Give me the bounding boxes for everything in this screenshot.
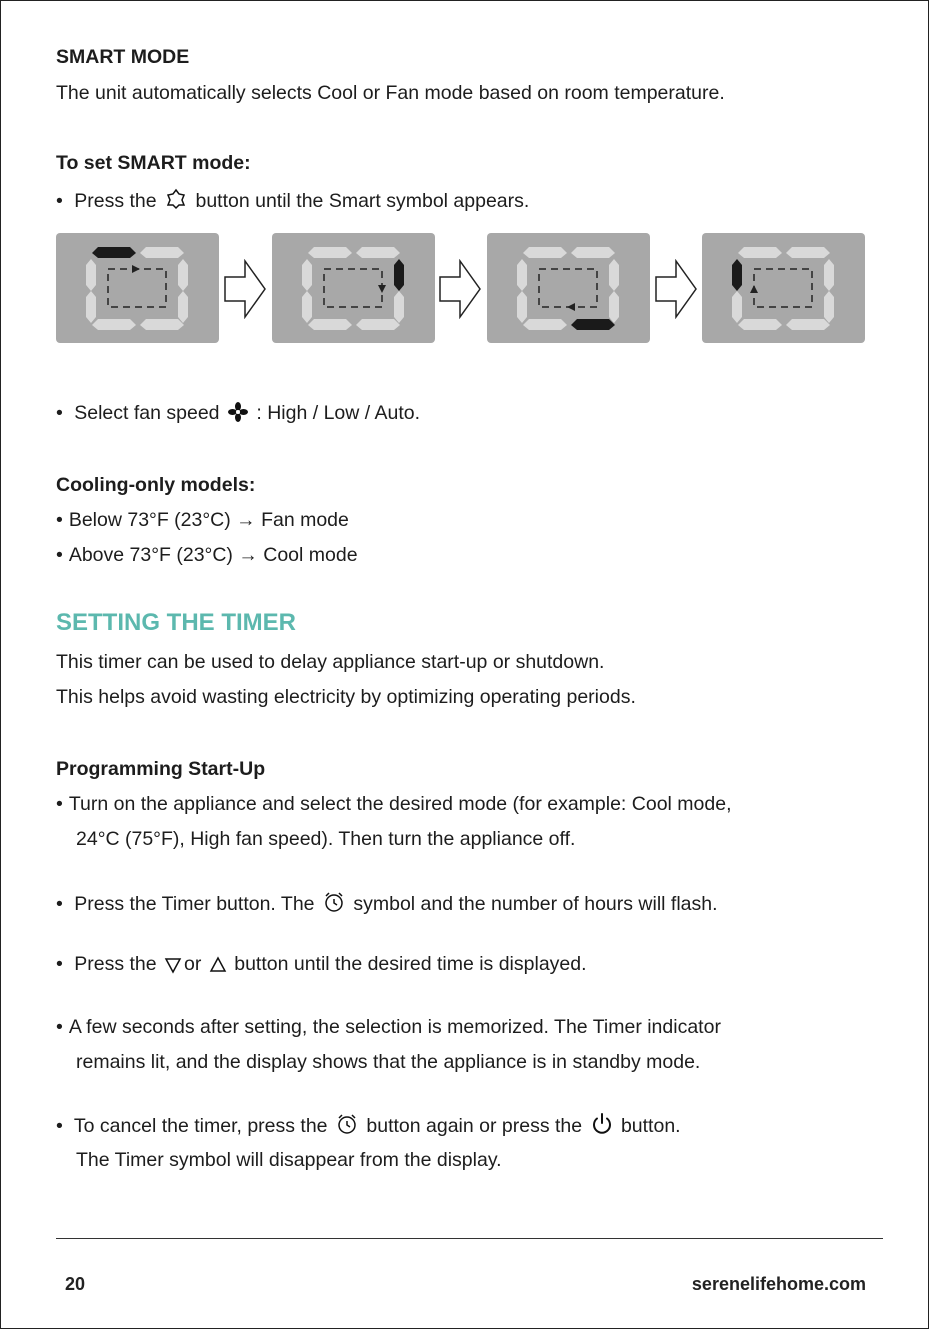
bullet-4-line-2: remains lit, and the display shows that the appliance is in standby mode. [76, 1051, 701, 1073]
smart-mode-description: The unit automatically selects Cool or Fan mode based on room temperature. [56, 82, 725, 104]
press-prefix: Press the [74, 190, 157, 212]
display-segment [738, 319, 782, 330]
display-segment [86, 259, 96, 291]
display-segment [178, 259, 188, 291]
press-smart-bullet [56, 187, 529, 217]
smart-cycle-path [108, 269, 166, 307]
display-segment [92, 319, 136, 330]
below-text: Below 73°F (23°C) → Fan mode [68, 509, 349, 531]
down-triangle-icon [164, 956, 182, 980]
up-triangle-icon [209, 956, 227, 980]
smart-cycle-path [539, 269, 597, 307]
display-segment [86, 291, 96, 323]
display-segment [356, 319, 400, 330]
smart-display-panel [702, 233, 865, 343]
cycle-arrow [567, 303, 575, 311]
display-segment [609, 259, 619, 291]
bullet-5-mid: button again or press the [366, 1115, 583, 1137]
display-segment [356, 247, 400, 258]
display-segment [140, 247, 184, 258]
programming-heading: Programming Start-Up [56, 758, 266, 780]
bullet-1 [56, 792, 732, 816]
sequence-arrow-icon [654, 259, 698, 324]
sequence-arrow-icon [438, 259, 482, 324]
above-text: Above 73°F (23°C) → Cool mode [68, 544, 358, 566]
display-segment [302, 259, 312, 291]
smart-display-panel [56, 233, 219, 343]
bullet-5-suffix: button. [620, 1115, 681, 1137]
display-segment [308, 319, 352, 330]
display-segment [824, 291, 834, 323]
bullet-2-prefix: Press the Timer button. The [74, 893, 315, 915]
bullet-1-line-1: Turn on the appliance and select the desired mode (for example: Cool mode, [68, 793, 732, 815]
fan-prefix: Select fan speed [74, 402, 220, 424]
display-segment [786, 319, 830, 330]
display-segment [523, 319, 567, 330]
cooling-only-heading: Cooling-only models: [56, 474, 256, 496]
display-segment [571, 319, 615, 330]
footer-rule [56, 1238, 883, 1239]
display-segment [732, 259, 742, 291]
display-segment [609, 291, 619, 323]
smart-display-panel [272, 233, 435, 343]
display-segment [394, 259, 404, 291]
cycle-arrow [132, 265, 140, 273]
smart-cycle-path [324, 269, 382, 307]
display-segment [523, 247, 567, 258]
timer-line-2: This helps avoid wasting electricity by optimizing operating periods. [56, 686, 636, 708]
cycle-arrow [378, 285, 386, 293]
below-bullet [56, 508, 349, 532]
display-segment [732, 291, 742, 323]
bullet-3-prefix: Press the [74, 953, 157, 975]
display-segment [302, 291, 312, 323]
display-segment [786, 247, 830, 258]
timer-line-1: This timer can be used to delay appliance start-up or shutdown. [56, 651, 605, 673]
above-bullet [56, 543, 358, 567]
bullet-2-suffix: symbol and the number of hours will flash. [353, 893, 718, 915]
timer-heading: SETTING THE TIMER [56, 609, 296, 636]
smart-display-panel [487, 233, 650, 343]
sequence-arrow-icon [223, 259, 267, 324]
display-segment [394, 291, 404, 323]
display-segment [571, 247, 615, 258]
display-segment [738, 247, 782, 258]
bullet-5-prefix: To cancel the timer, press the [73, 1115, 328, 1137]
bullet-4 [56, 1015, 721, 1039]
display-segment [517, 291, 527, 323]
bullet-4-line-1: A few seconds after setting, the selection is memorized. The Timer indicator [68, 1016, 721, 1038]
bullet-3 [56, 952, 587, 980]
alarm-clock-icon [335, 1112, 359, 1142]
fan-suffix: : High / Low / Auto. [256, 402, 421, 424]
website: serenelifehome.com [691, 1274, 866, 1294]
display-segment [92, 247, 136, 258]
bullet-2 [56, 890, 718, 920]
alarm-clock-icon [322, 890, 346, 920]
display-segment [178, 291, 188, 323]
cycle-arrow [750, 285, 758, 293]
bullet-1-line-2: 24°C (75°F), High fan speed). Then turn the appliance off. [76, 828, 576, 850]
smart-icon [164, 187, 188, 217]
page-number: 20 [65, 1274, 86, 1294]
smart-cycle-path [754, 269, 812, 307]
fan-icon [227, 401, 249, 429]
press-suffix: button until the Smart symbol appears. [195, 190, 530, 212]
display-segment [140, 319, 184, 330]
display-segment [308, 247, 352, 258]
display-segment [824, 259, 834, 291]
set-smart-heading: To set SMART mode: [56, 152, 251, 174]
bullet-3-suffix: button until the desired time is displayed. [234, 953, 587, 975]
display-segment [517, 259, 527, 291]
bullet-5-line-2: The Timer symbol will disappear from the display. [76, 1149, 502, 1171]
power-icon [590, 1112, 614, 1142]
bullet-5 [56, 1112, 681, 1142]
smart-mode-heading: SMART MODE [56, 46, 190, 68]
bullet-3-or: or [184, 953, 202, 975]
fan-speed-bullet [56, 401, 420, 429]
